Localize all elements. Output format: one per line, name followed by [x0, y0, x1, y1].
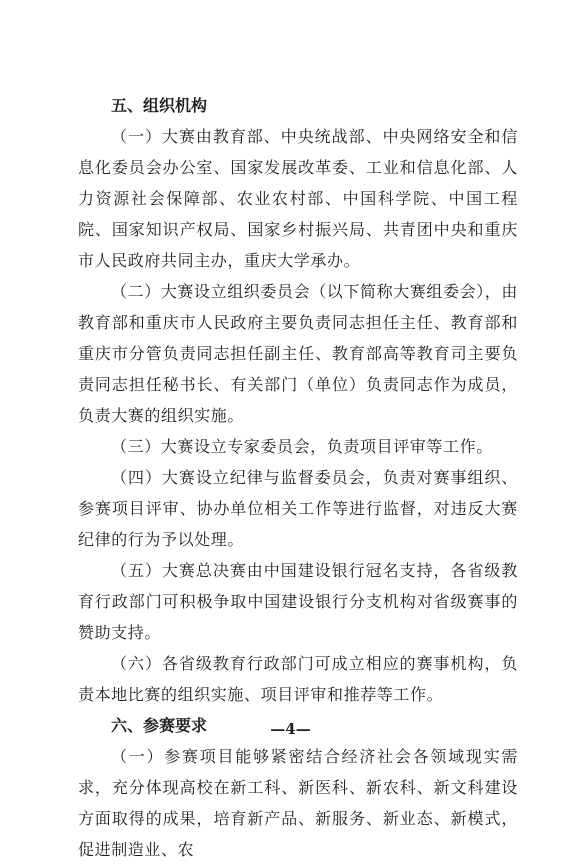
paragraph-organizers: （一）大赛由教育部、中央统战部、中央网络安全和信息化委员会办公室、国家发展改革委、工业和信息化部、人力资源社会保障部、农业农村部、中国科学院、中国工程院、国家知识产权局、国家乡村振兴局、共青团中央和重庆市人民政府共同主办，重庆大学承办。	[78, 127, 518, 270]
section-heading-organization: 五、组织机构	[111, 96, 208, 115]
paragraph-organizing-committee: （二）大赛设立组织委员会（以下简称大赛组委会），由教育部和重庆市人民政府主要负责同志担任主任、教育部和重庆市分管负责同志担任副主任、教育部高等教育司主要负责同志担任秘书长、有关部门（单位）负责同志作为成员，负责大赛的组织实施。	[78, 282, 519, 425]
section-heading-requirements: 六、参赛要求	[111, 716, 208, 735]
paragraph-discipline-committee: （四）大赛设立纪律与监督委员会，负责对赛事组织、参赛项目评审、协办单位相关工作等进行监督，对违反大赛纪律的行为予以处理。	[78, 468, 518, 549]
page-number: —4—	[270, 720, 311, 738]
paragraph-requirement-1: （一）参赛项目能够紧密结合经济社会各领域现实需求，充分体现高校在新工科、新医科、新农科、新文科建设方面取得的成果，培育新产品、新服务、新业态、新模式，促进制造业、农	[78, 747, 518, 859]
paragraph-provincial-bodies: （六）各省级教育行政部门可成立相应的赛事机构，负责本地比赛的组织实施、项目评审和推荐等工作。	[78, 654, 518, 704]
paragraph-expert-committee: （三）大赛设立专家委员会，负责项目评审等工作。	[111, 437, 493, 456]
page-body	[78, 90, 518, 865]
paragraph-sponsorship: （五）大赛总决赛由中国建设银行冠名支持，各省级教育行政部门可积极争取中国建设银行分支机构对省级赛事的赞助支持。	[78, 561, 518, 642]
